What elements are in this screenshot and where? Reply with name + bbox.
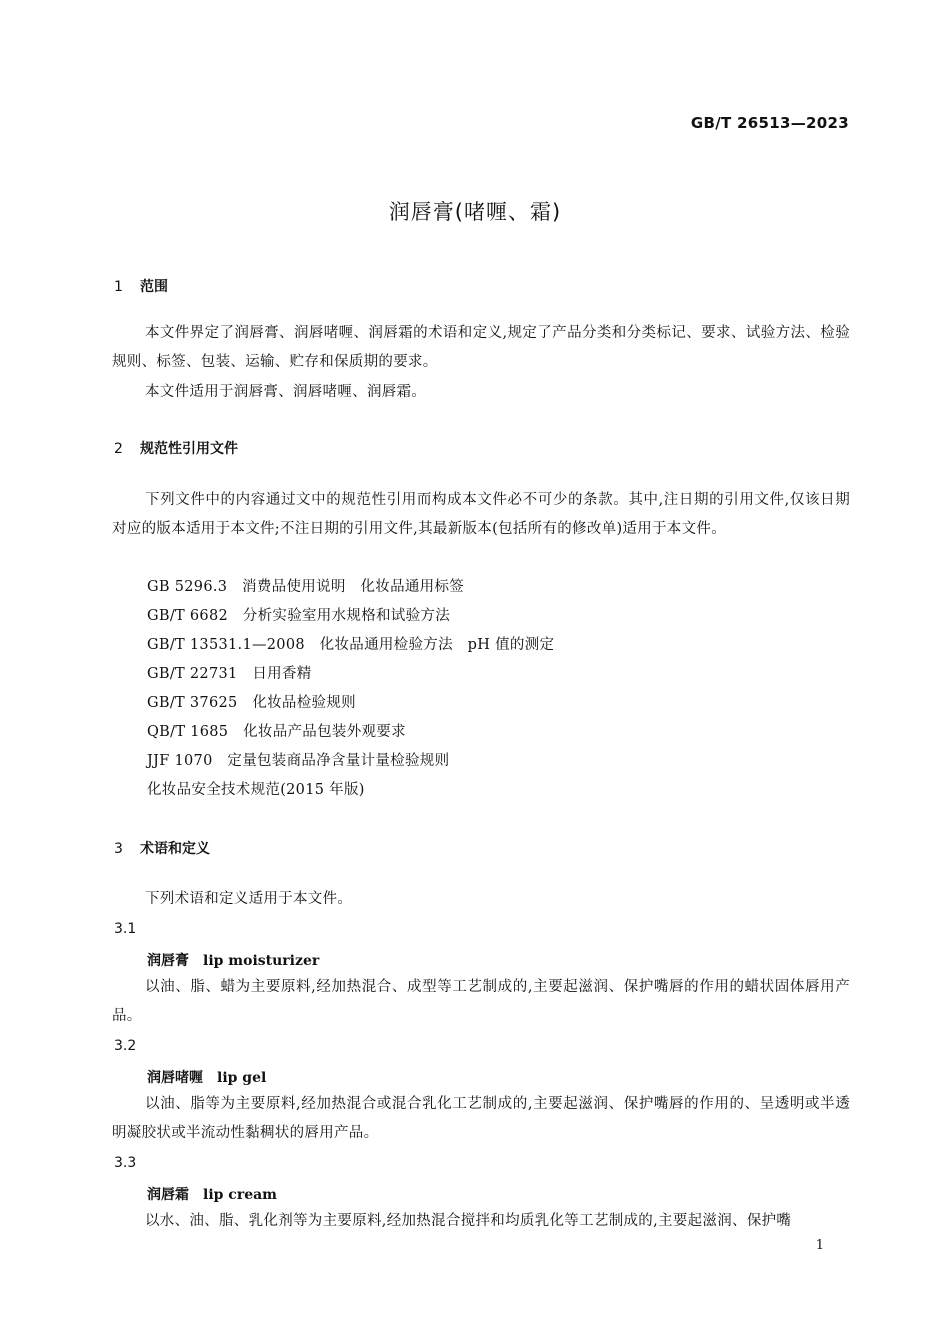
- term-number: 3.2: [114, 1038, 137, 1054]
- term-english: lip cream: [203, 1187, 277, 1203]
- section-number: 3: [114, 841, 123, 857]
- section-number: 1: [114, 279, 123, 295]
- document-title: 润唇膏(啫喱、霜): [388, 200, 562, 224]
- term-name: [147, 1184, 277, 1204]
- section-heading-scope: [114, 276, 168, 296]
- standard-code: GB/T 26513—2023: [690, 114, 849, 132]
- reference-item: GB/T 22731 日用香精: [147, 666, 312, 682]
- section-number: 2: [114, 441, 123, 457]
- reference-item: JJF 1070 定量包装商品净含量计量检验规则: [147, 753, 450, 769]
- term-name: [147, 950, 319, 970]
- section-title: 规范性引用文件: [140, 441, 238, 457]
- term-definition: 以油、脂、蜡为主要原料,经加热混合、成型等工艺制成的,主要起滋润、保护嘴唇的作用的蜡状固体唇用产品。: [112, 979, 850, 1024]
- scope-paragraph-1: 本文件界定了润唇膏、润唇啫喱、润唇霜的术语和定义,规定了产品分类和分类标记、要求、试验方法、检验规则、标签、包装、运输、贮存和保质期的要求。: [112, 325, 850, 370]
- reference-item: GB 5296.3 消费品使用说明 化妆品通用标签: [147, 579, 465, 595]
- terms-intro: 下列术语和定义适用于本文件。: [145, 891, 353, 907]
- term-definition: 以油、脂等为主要原料,经加热混合或混合乳化工艺制成的,主要起滋润、保护嘴唇的作用的、呈透明或半透明凝胶状或半流动性黏稠状的唇用产品。: [112, 1096, 850, 1141]
- term-number: 3.3: [114, 1155, 137, 1171]
- term-english: lip gel: [217, 1070, 267, 1086]
- reference-item: QB/T 1685 化妆品产品包装外观要求: [147, 724, 406, 740]
- reference-item: GB/T 13531.1—2008 化妆品通用检验方法 pH 值的测定: [147, 637, 555, 653]
- scope-paragraph-2: 本文件适用于润唇膏、润唇啫喱、润唇霜。: [145, 384, 427, 400]
- section-heading-terms: [114, 838, 210, 858]
- normative-refs-intro: 下列文件中的内容通过文中的规范性引用而构成本文件必不可少的条款。其中,注日期的引用文件,仅该日期对应的版本适用于本文件;不注日期的引用文件,其最新版本(包括所有的修改单)适用于本文件。: [112, 492, 850, 537]
- term-definition: 以水、油、脂、乳化剂等为主要原料,经加热混合搅拌和均质乳化等工艺制成的,主要起滋润、保护嘴: [145, 1213, 792, 1229]
- term-english: lip moisturizer: [203, 953, 320, 969]
- reference-item: GB/T 6682 分析实验室用水规格和试验方法: [147, 608, 451, 624]
- term-number: 3.1: [114, 921, 137, 937]
- term-chinese: 润唇霜: [147, 1187, 189, 1203]
- term-chinese: 润唇膏: [147, 953, 189, 969]
- section-title: 范围: [140, 279, 168, 295]
- reference-item: 化妆品安全技术规范(2015 年版): [147, 782, 365, 798]
- section-title: 术语和定义: [140, 841, 210, 857]
- term-name: [147, 1067, 266, 1087]
- section-heading-normative-refs: [114, 438, 238, 458]
- term-chinese: 润唇啫喱: [147, 1070, 203, 1086]
- reference-item: GB/T 37625 化妆品检验规则: [147, 695, 356, 711]
- page-number: 1: [815, 1238, 824, 1253]
